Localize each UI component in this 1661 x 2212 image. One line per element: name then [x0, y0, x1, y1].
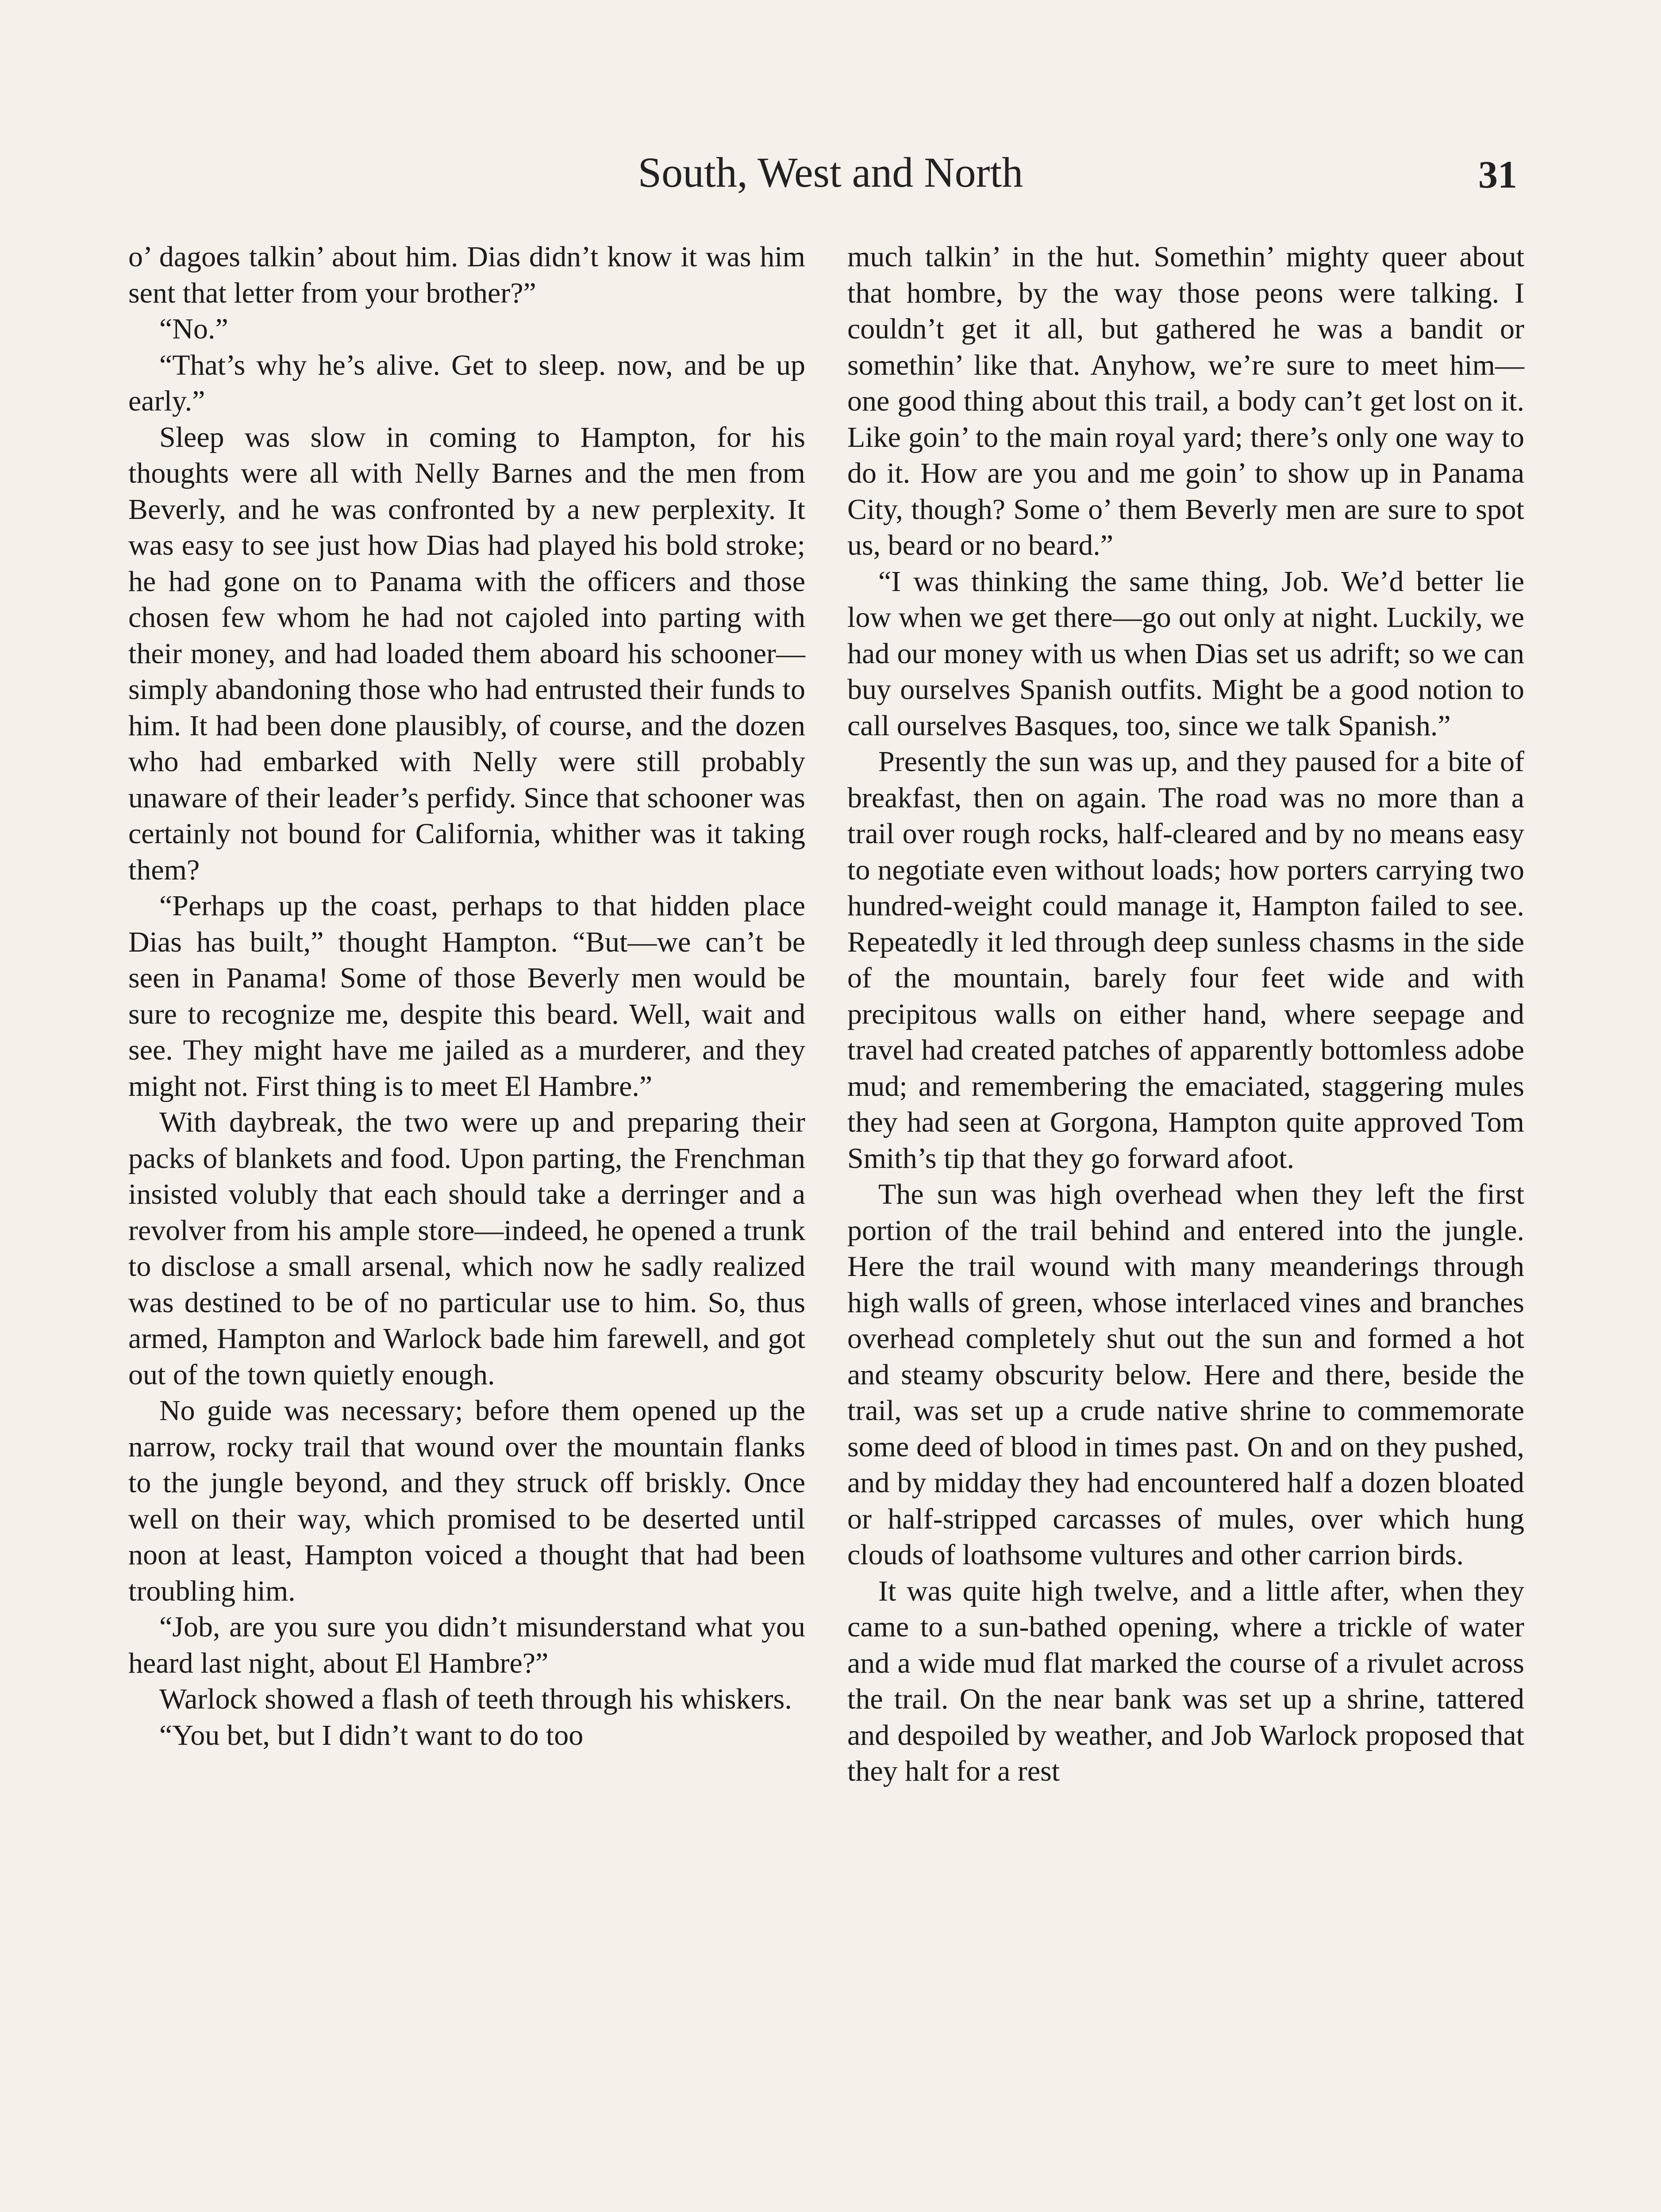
paragraph: It was quite high twelve, and a little after, when they came to a sun-bathed opening, where a trickle of water and a wide mud flat marked the course of a rivulet across the trail. On the near bank was set up a shrine, tattered and despoiled by weather, and Job Warlock proposed that they halt for a rest — [847, 1575, 1524, 1787]
paragraph: Warlock showed a flash of teeth through his whiskers. — [159, 1683, 792, 1715]
paragraph: With daybreak, the two were up and preparing their packs of blankets and food. Upon parting, the Frenchman insisted volubly that each should take a derringer and a revolver from his ample store—indeed, he opened a trunk to disclose a small arsenal, which now he sadly realized was destined to be of no particular use to him. So, thus armed, Hampton and Warlock bade him farewell, and got out of the town quietly enough. — [128, 1106, 805, 1391]
right-column — [847, 239, 1524, 1790]
paragraph: “No.” — [159, 313, 228, 345]
page-header — [0, 146, 1661, 199]
paragraph: much talkin’ in the hut. Somethin’ mighty queer about that hombre, by the way those peons were talking. I couldn’t get it all, but gathered he was a bandit or somethin’ like that. Anyhow, we’re sure to meet him—one good thing about this trail, a body can’t get lost on it. Like goin’ to the main royal yard; there’s only one way to do it. How are you and me goin’ to show up in Panama City, though? Some o’ them Beverly men are sure to spot us, beard or no beard.” — [847, 241, 1524, 561]
paragraph: “Perhaps up the coast, perhaps to that hidden place Dias has built,” thought Hampton. “But—we can’t be seen in Panama! Some of those Beverly men would be sure to recognize me, despite this beard. Well, wait and see. They might have me jailed as a murderer, and they might not. First thing is to meet El Hambre.” — [128, 890, 805, 1102]
page-number: 31 — [1478, 154, 1517, 196]
paragraph: o’ dagoes talkin’ about him. Dias didn’t know it was him sent that letter from your brother?” — [128, 241, 805, 309]
paragraph: The sun was high overhead when they left the first portion of the trail behind and entered into the jungle. Here the trail wound with many meanderings through high walls of green, whose interlaced vines and branches overhead completely shut out the sun and formed a hot and steamy obscurity below. Here and there, beside the trail, was set up a crude native shrine to commemorate some deed of blood in times past. On and on they pushed, and by midday they had encountered half a dozen bloated or half-stripped carcasses of mules, over which hung clouds of loathsome vultures and other carrion birds. — [847, 1178, 1524, 1571]
paragraph: Sleep was slow in coming to Hampton, for his thoughts were all with Nelly Barnes and the men from Beverly, and he was confronted by a new perplexity. It was easy to see just how Dias had played his bold stroke; he had gone on to Panama with the officers and those chosen few whom he had not cajoled into parting with their money, and had loaded them aboard his schooner—simply abandoning those who had entrusted their funds to him. It had been done plausibly, of course, and the dozen who had embarked with Nelly were still probably unaware of their leader’s perfidy. Since that schooner was certainly not bound for California, whither was it taking them? — [128, 421, 805, 886]
paragraph: No guide was necessary; before them opened up the narrow, rocky trail that wound over the mountain flanks to the jungle beyond, and they struck off briskly. Once well on their way, which promised to be deserted until noon at least, Hampton voiced a thought that had been troubling him. — [128, 1394, 805, 1607]
paragraph: “You bet, but I didn’t want to do too — [159, 1719, 584, 1751]
paragraph: “Job, are you sure you didn’t misunderstand what you heard last night, about El Hambre?” — [128, 1611, 805, 1679]
paragraph: “That’s why he’s alive. Get to sleep. now, and be up early.” — [128, 349, 805, 417]
paragraph: “I was thinking the same thing, Job. We’d better lie low when we get there—go out only at night. Luckily, we had our money with us when Dias set us adrift; so we can buy ourselves Spanish outfits. Might be a good notion to call ourselves Basques, too, since we talk Spanish.” — [847, 565, 1524, 742]
left-column — [128, 239, 805, 1753]
paragraph: Presently the sun was up, and they paused for a bite of breakfast, then on again. The road was no more than a trail over rough rocks, half-cleared and by no means easy to negotiate even without loads; how porters carrying two hundred-weight could manage it, Hampton failed to see. Repeatedly it led through deep sunless chasms in the side of the mountain, barely four feet wide and with precipitous walls on either hand, where seepage and travel had created patches of apparently bottomless adobe mud; and remembering the emaciated, staggering mules they had seen at Gorgona, Hampton quite approved Tom Smith’s tip that they go forward afoot. — [847, 745, 1524, 1175]
running-title: South, West and North — [638, 149, 1023, 196]
